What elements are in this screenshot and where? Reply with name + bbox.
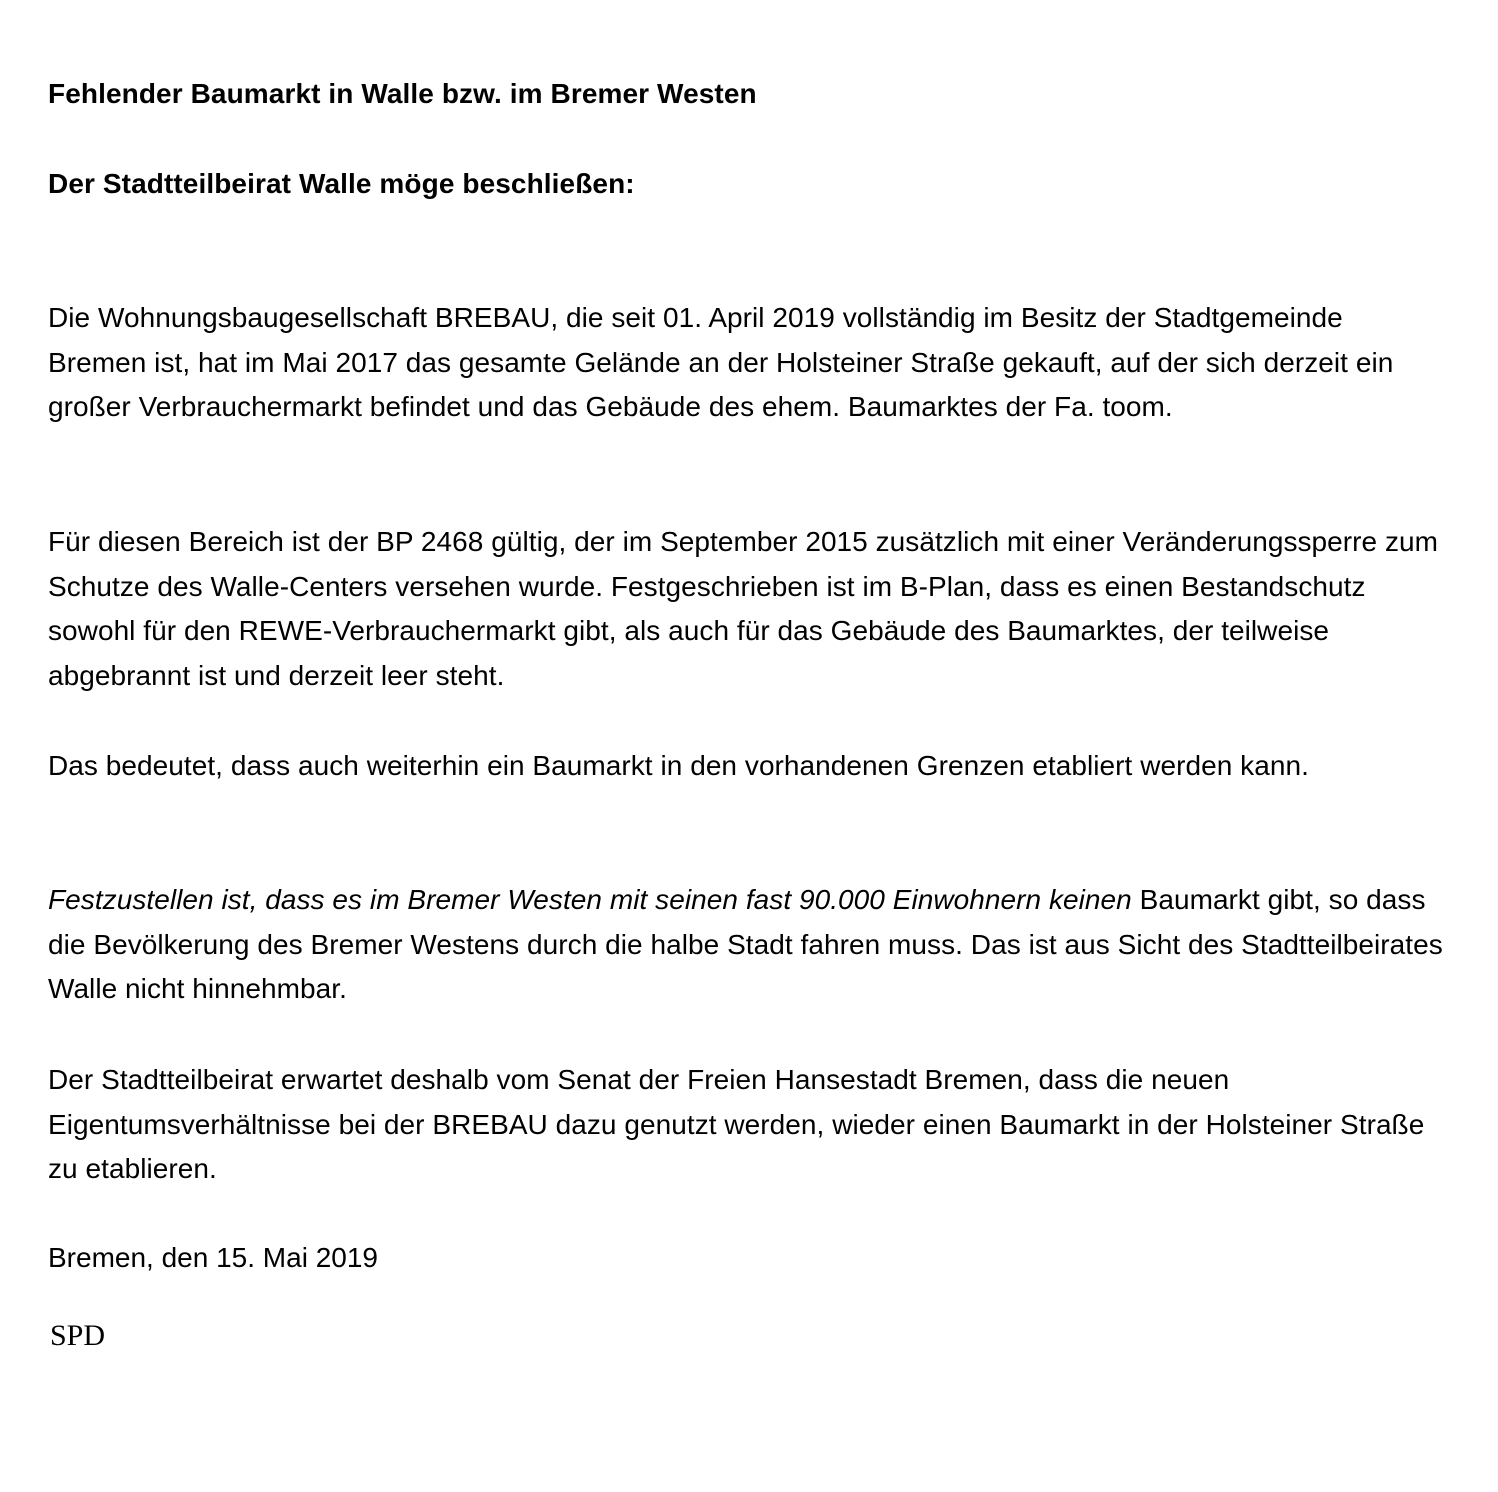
- signature: SPD: [50, 1319, 106, 1352]
- paragraph-no-baumarkt: [48, 878, 1448, 1012]
- paragraph-regular-part: Baumarkt gibt, so dass die Bevölkerung des Bremer Westens durch die halbe Stadt fahren muss. Das ist aus Sicht des Stadtteilbeirates Walle nicht hinnehmbar.: [48, 884, 1443, 1005]
- paragraph-brebau-purchase: Die Wohnungsbaugesellschaft BREBAU, die seit 01. April 2019 vollständig im Besitz der Stadtgemeinde Bremen ist, hat im Mai 2017 das gesamte Gelände an der Holsteiner Straße gekauft, auf der sich derzeit ein großer Verbrauchermarkt befindet und das Gebäude des ehem. Baumarktes der Fa. toom.: [48, 302, 1394, 423]
- resolution-heading: Der Stadtteilbeirat Walle möge beschließen:: [48, 168, 635, 199]
- paragraph-baumarkt-possible: Das bedeutet, dass auch weiterhin ein Baumarkt in den vorhandenen Grenzen etabliert werden kann.: [48, 750, 1309, 781]
- paragraph-senate-request: Der Stadtteilbeirat erwartet deshalb vom Senat der Freien Hansestadt Bremen, dass die neuen Eigentumsverhältnisse bei der BREBAU dazu genutzt werden, wieder einen Baumarkt in der Holsteiner Straße zu etablieren.: [48, 1064, 1425, 1185]
- document-title: Fehlender Baumarkt in Walle bzw. im Bremer Westen: [48, 78, 757, 109]
- paragraph-bebauungsplan: Für diesen Bereich ist der BP 2468 gültig, der im September 2015 zusätzlich mit einer Veränderungssperre zum Schutze des Walle-Centers versehen wurde. Festgeschrieben ist im B-Plan, dass es einen Bestandschutz sowohl für den REWE-Verbrauchermarkt gibt, als auch für das Gebäude des Baumarktes, der teilweise abgebrannt ist und derzeit leer steht.: [48, 526, 1439, 692]
- date-line: Bremen, den 15. Mai 2019: [48, 1242, 378, 1273]
- paragraph-italic-part: Festzustellen ist, dass es im Bremer Westen mit seinen fast 90.000 Einwohnern keinen: [48, 884, 1132, 915]
